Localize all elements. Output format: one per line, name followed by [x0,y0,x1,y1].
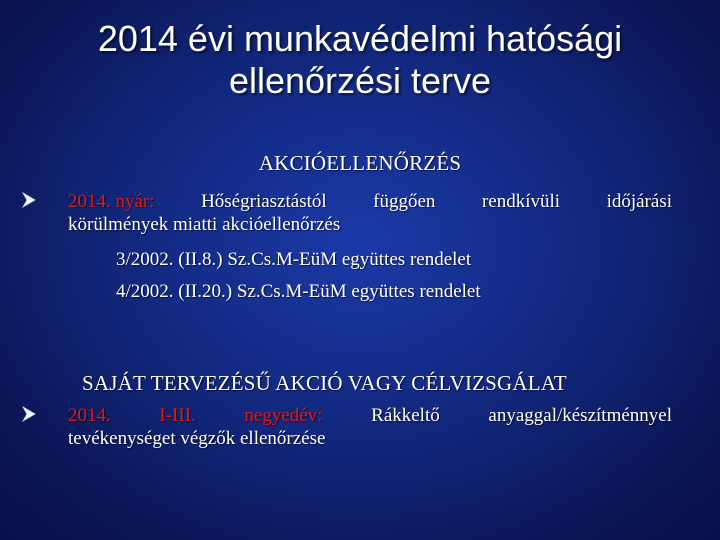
section1-reference-1: 3/2002. (II.8.) Sz.Cs.M-EüM együttes rendelet [116,249,472,270]
arrow-bullet-icon [22,192,36,208]
arrow-bullet-icon [22,406,36,422]
section1-bullet [68,190,672,236]
section2-period-3: negyedév: [244,405,323,426]
section1-period: 2014. nyár: [68,191,155,212]
section2-bullet-line1 [68,404,672,427]
section1-word-2: függően [373,191,436,212]
section2-bullet [68,404,672,450]
section2-bullet-line2: tevékenységet végzők ellenőrzése [68,428,326,449]
slide-title-line1: 2014 évi munkavédelmi hatósági [97,18,623,59]
slide-title-line2: ellenőrzési terve [228,60,492,101]
section1-word-3: rendkívüli [481,191,561,212]
section2-word-2: anyaggal/készítménnyel [488,405,672,426]
section1-word-4: időjárási [606,191,672,212]
section2-period-1: 2014. [68,405,111,426]
section2-word-1: Rákkeltő [371,405,440,426]
slide-title [0,18,720,102]
section1-bullet-line2: körülmények miatti akcióellenőrzés [68,214,341,235]
section1-bullet-line1 [68,190,672,213]
section1-heading: AKCIÓELLENŐRZÉS [258,151,462,175]
section1-word-1: Hőségriasztástól [201,191,327,212]
section2-period-2: I-III. [159,405,196,426]
section1-reference-2: 4/2002. (II.20.) Sz.Cs.M-EüM együttes rendelet [116,281,481,302]
section2-heading: SAJÁT TERVEZÉSŰ AKCIÓ VAGY CÉLVIZSGÁLAT [82,371,567,395]
